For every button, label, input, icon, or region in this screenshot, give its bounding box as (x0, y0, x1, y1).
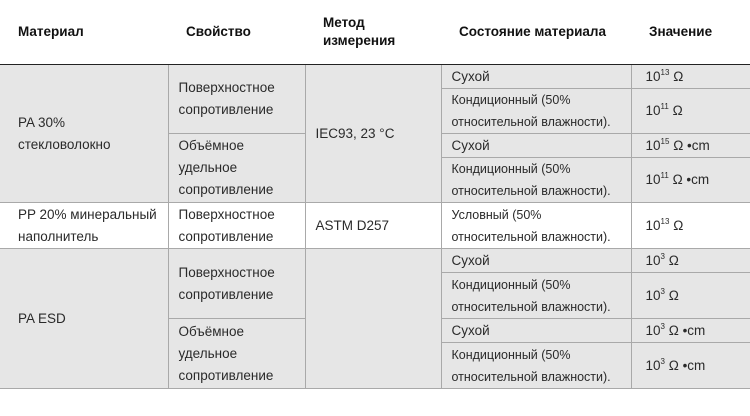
value-exponent: 13 (660, 216, 670, 226)
property-cell: Поверхностное сопротивление (168, 249, 305, 319)
method-cell (305, 249, 441, 389)
value-exponent: 3 (660, 321, 665, 331)
value-exponent: 3 (660, 251, 665, 261)
state-cell: Кондиционный (50% относительной влажности). (441, 89, 631, 134)
value-unit: Ω (669, 217, 684, 233)
value-exponent: 15 (660, 136, 670, 146)
header-material: Материал (0, 0, 168, 65)
value-base: 10 (645, 217, 661, 233)
table-row (0, 249, 750, 273)
value-exponent: 3 (660, 356, 665, 366)
value-cell (631, 203, 750, 249)
material-cell: PA 30% стекловолокно (0, 65, 168, 203)
state-cell: Условный (50% относительной влажности). (441, 203, 631, 249)
value-unit: Ω (664, 287, 679, 303)
value-exponent: 13 (660, 67, 670, 77)
value-base: 10 (645, 357, 661, 373)
property-cell: Поверхностное сопротивление (168, 203, 305, 249)
value-cell (631, 319, 750, 343)
material-cell: PP 20% минеральный наполнитель (0, 203, 168, 249)
value-cell (631, 249, 750, 273)
header-method: Метод измерения (305, 0, 441, 65)
value-unit: Ω (669, 68, 684, 84)
table-row (0, 65, 750, 89)
value-exponent: 11 (660, 171, 669, 180)
method-cell: IEC93, 23 °C (305, 65, 441, 203)
property-cell: Объёмное удельное сопротивление (168, 134, 305, 203)
state-cell: Кондиционный (50% относительной влажности). (441, 343, 631, 389)
table-row (0, 203, 750, 249)
material-cell: PA ESD (0, 249, 168, 389)
value-base: 10 (645, 137, 661, 153)
value-base: 10 (645, 68, 661, 84)
value-unit: Ω •cm (669, 137, 710, 153)
state-cell: Кондиционный (50% относительной влажности). (441, 158, 631, 203)
header-row (0, 0, 750, 65)
method-cell: ASTM D257 (305, 203, 441, 249)
value-base: 10 (645, 172, 661, 187)
header-value: Значение (631, 0, 750, 65)
state-cell: Кондиционный (50% относительной влажности). (441, 273, 631, 319)
header-state: Состояние материала (441, 0, 631, 65)
value-base: 10 (645, 287, 661, 303)
state-cell: Сухой (441, 319, 631, 343)
value-unit: Ω (664, 252, 679, 268)
state-cell: Сухой (441, 65, 631, 89)
state-cell: Сухой (441, 249, 631, 273)
value-unit: Ω •cm (664, 357, 706, 373)
value-cell (631, 158, 750, 203)
value-unit: Ω •cm (664, 322, 706, 338)
property-cell: Объёмное удельное сопротивление (168, 319, 305, 389)
value-base: 10 (645, 103, 661, 118)
value-exponent: 3 (660, 286, 665, 296)
property-cell: Поверхностное сопротивление (168, 65, 305, 134)
value-cell (631, 134, 750, 158)
value-exponent: 11 (660, 102, 669, 111)
value-base: 10 (645, 252, 661, 268)
state-cell: Сухой (441, 134, 631, 158)
value-cell (631, 273, 750, 319)
value-unit: Ω (668, 103, 683, 118)
header-property: Свойство (168, 0, 305, 65)
value-cell (631, 65, 750, 89)
value-cell (631, 343, 750, 389)
value-cell (631, 89, 750, 134)
value-unit: Ω •cm (668, 172, 710, 187)
value-base: 10 (645, 322, 661, 338)
